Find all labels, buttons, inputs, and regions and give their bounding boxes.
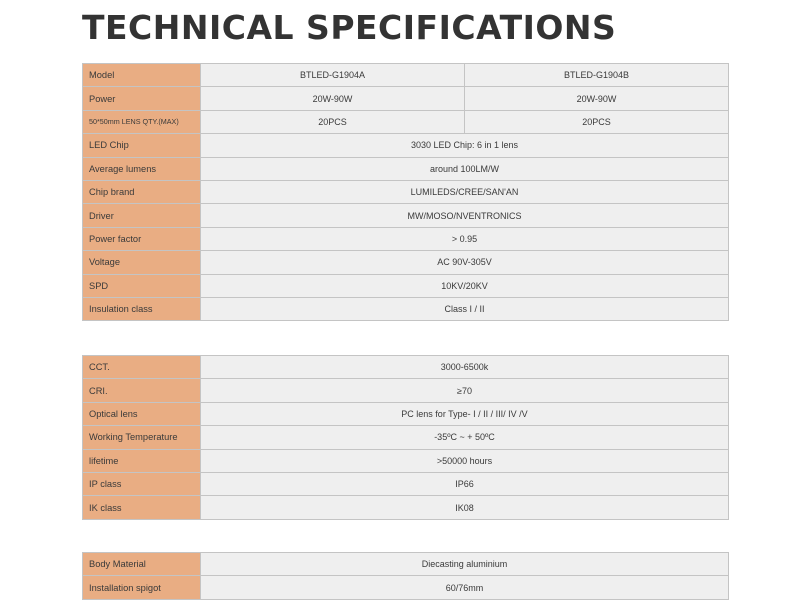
spec-label: Voltage xyxy=(83,251,201,274)
spec-value: AC 90V-305V xyxy=(201,251,729,274)
spec-row xyxy=(83,204,729,227)
spec-label: CCT. xyxy=(83,356,201,379)
spec-row xyxy=(83,379,729,402)
spec-label: CRI. xyxy=(83,379,201,402)
spec-label: Insulation class xyxy=(83,297,201,320)
spec-label: Body Material xyxy=(83,553,201,576)
spec-table-optical xyxy=(82,355,729,520)
spec-value: 20W-90W xyxy=(465,87,729,110)
spec-label: Chip brand xyxy=(83,180,201,203)
spec-value: PC lens for Type- I / II / III/ IV /V xyxy=(201,402,729,425)
spec-label: IK class xyxy=(83,496,201,519)
spec-value: ≥70 xyxy=(201,379,729,402)
spec-row xyxy=(83,576,729,599)
spec-label: Power factor xyxy=(83,227,201,250)
spec-row xyxy=(83,87,729,110)
spec-row xyxy=(83,134,729,157)
spec-value: BTLED-G1904A xyxy=(201,64,465,87)
spec-row xyxy=(83,180,729,203)
spec-row xyxy=(83,426,729,449)
spec-value: -35ºC ~ + 50ºC xyxy=(201,426,729,449)
spec-value: Class I / II xyxy=(201,297,729,320)
spec-value: Diecasting aluminium xyxy=(201,553,729,576)
spec-label: IP class xyxy=(83,472,201,495)
spec-row xyxy=(83,110,729,133)
spec-table-housing xyxy=(82,552,729,600)
spec-value: 20PCS xyxy=(201,110,465,133)
spec-table-general xyxy=(82,63,729,321)
spec-row xyxy=(83,251,729,274)
spec-value: MW/MOSO/NVENTRONICS xyxy=(201,204,729,227)
spec-row xyxy=(83,157,729,180)
spec-label: Optical lens xyxy=(83,402,201,425)
spec-value: 3000-6500k xyxy=(201,356,729,379)
spec-row xyxy=(83,553,729,576)
spec-label: Average lumens xyxy=(83,157,201,180)
spec-row xyxy=(83,297,729,320)
spec-label: Installation spigot xyxy=(83,576,201,599)
spec-label: Driver xyxy=(83,204,201,227)
spec-value: 20W-90W xyxy=(201,87,465,110)
spec-value: IP66 xyxy=(201,472,729,495)
spec-value: around 100LM/W xyxy=(201,157,729,180)
page-title: TECHNICAL SPECIFICATIONS xyxy=(82,8,617,47)
spec-label: 50*50mm LENS QTY.(MAX) xyxy=(83,110,201,133)
spec-value: >50000 hours xyxy=(201,449,729,472)
spec-row xyxy=(83,274,729,297)
spec-row xyxy=(83,472,729,495)
spec-value: 10KV/20KV xyxy=(201,274,729,297)
spec-label: SPD xyxy=(83,274,201,297)
spec-value: 3030 LED Chip: 6 in 1 lens xyxy=(201,134,729,157)
spec-value: > 0.95 xyxy=(201,227,729,250)
spec-value: LUMILEDS/CREE/SAN'AN xyxy=(201,180,729,203)
spec-row xyxy=(83,402,729,425)
spec-label: lifetime xyxy=(83,449,201,472)
spec-value: 20PCS xyxy=(465,110,729,133)
spec-label: LED Chip xyxy=(83,134,201,157)
spec-value: BTLED-G1904B xyxy=(465,64,729,87)
spec-label: Model xyxy=(83,64,201,87)
spec-row xyxy=(83,227,729,250)
spec-row xyxy=(83,356,729,379)
spec-row xyxy=(83,449,729,472)
spec-value: IK08 xyxy=(201,496,729,519)
spec-label: Power xyxy=(83,87,201,110)
spec-value: 60/76mm xyxy=(201,576,729,599)
spec-label: Working Temperature xyxy=(83,426,201,449)
spec-row xyxy=(83,496,729,519)
spec-row xyxy=(83,64,729,87)
